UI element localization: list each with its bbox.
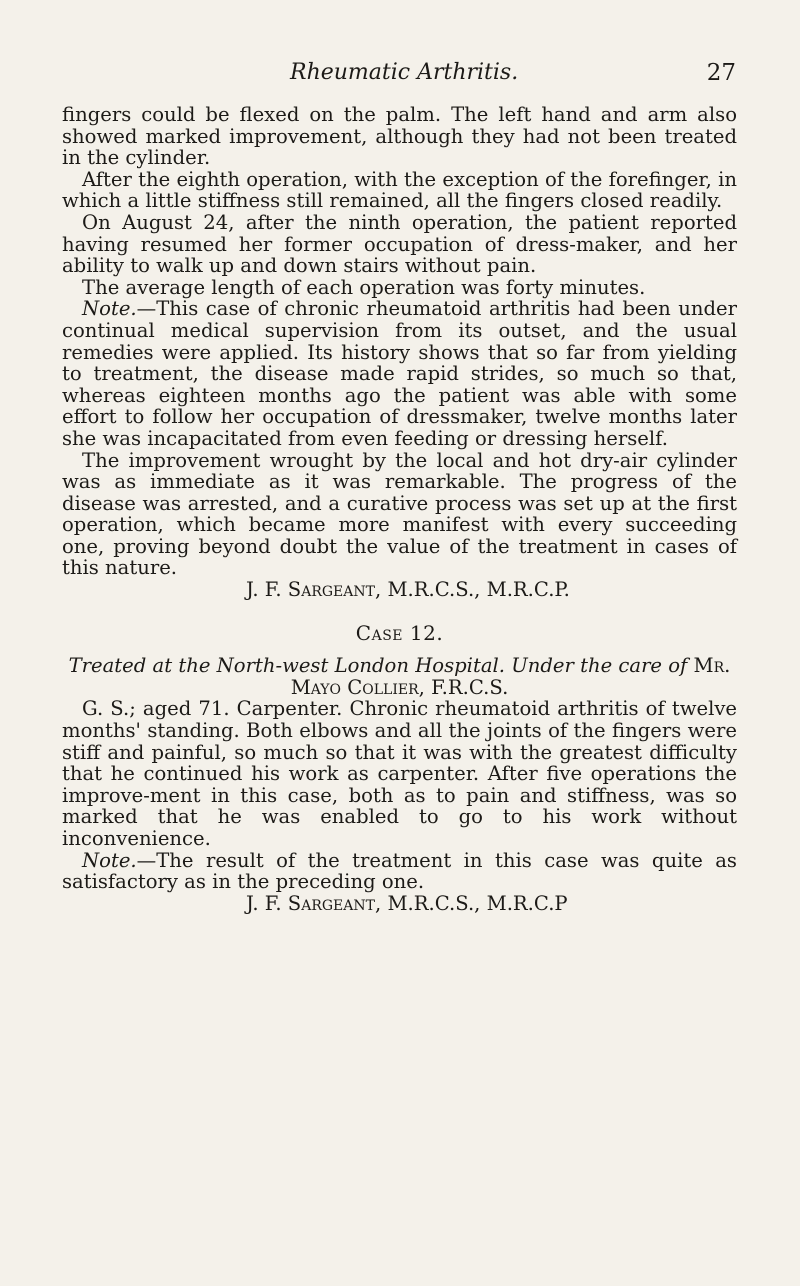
signature (62, 579, 737, 601)
body-text (62, 104, 737, 914)
signature-initials: J. F. (246, 891, 282, 915)
paragraph: After the eighth operation, with the exception of the forefinger, in which a little stiffness still remained, all the fingers closed readily. (62, 167, 737, 213)
paragraph: The improvement wrought by the local and hot dry-air cylinder was as immediate as it was remarkable. The progress of the disease was arrested, and a curative process was set up at the first operation, which became more manifest with every succeeding one, proving beyond doubt the value of the treatment in cases of this nature. (62, 448, 737, 580)
paragraph: G. S.; aged 71. Carpenter. Chronic rheumatoid arthritis of twelve months' standing. Both elbows and all the joints of the fingers were stiff and painful, so much so that it was with the greatest difficulty that he continued his work as carpenter. After five operations the improve-ment in this case, both as to pain and stiffness, was so marked that he was enabled to go to his work without inconvenience. (62, 697, 737, 850)
paragraph: fingers could be flexed on the palm. The left hand and arm also showed marked improvement, although they had not been treated in the cylinder. (62, 103, 737, 170)
signature-initials: J. F. (246, 578, 282, 602)
note-text: —This case of chronic rheumatoid arthritis had been under continual medical supervision from its outset, and the usual remedies were applied. Its history shows that so far from yielding to treatment, the disease made rapid strides, so much so that, whereas eighteen months ago the patient was able with some effort to follow her occupation of dressmaker, twelve months later she was incapacitated from even feeding or dressing herself. (62, 297, 737, 450)
signature-degrees: , M.R.C.S., M.R.C.P (374, 891, 568, 915)
running-title: Rheumatic Arthritis. (290, 60, 519, 85)
signature-degrees: , M.R.C.S., M.R.C.P. (374, 578, 570, 602)
signature (62, 893, 737, 915)
note-paragraph (62, 850, 737, 893)
case-title: Case 12. (355, 620, 444, 645)
signature-name: Sargeant (287, 578, 375, 602)
note-label: Note. (82, 297, 137, 321)
case-subtitle (62, 655, 737, 698)
paragraph: On August 24, after the ninth operation, the patient reported having resumed her former occupation of dress-maker, and her ability to walk up and down stairs without pain. (62, 210, 737, 278)
case-subtitle-surgeon: Mr. Mayo Collier, F.R.C.S. (290, 654, 731, 699)
page-number: 27 (706, 60, 736, 86)
paragraph: The average length of each operation was forty minutes. (82, 275, 646, 299)
note-text: —The result of the treatment in this case was quite as satisfactory as in the preceding one. (62, 848, 737, 894)
case-subtitle-text: Treated at the North-west London Hospital. Under the care of (68, 654, 688, 678)
note-paragraph (62, 298, 737, 449)
signature-name: Sargeant (287, 891, 375, 915)
page-header (50, 60, 736, 94)
note-label: Note. (82, 848, 137, 872)
